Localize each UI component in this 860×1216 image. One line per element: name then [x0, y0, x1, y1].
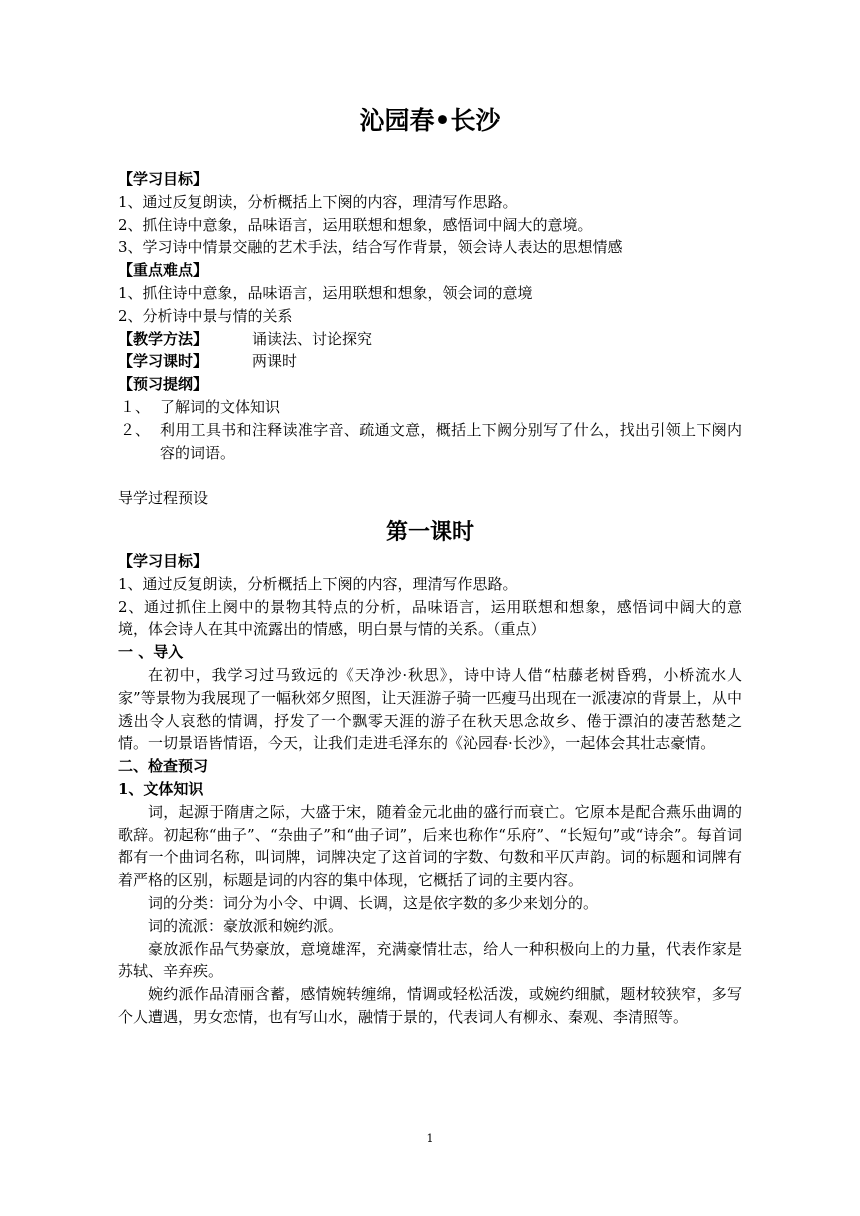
- outline-heading: 【预习提纲】: [118, 375, 209, 394]
- section-heading: 一 、导入: [118, 643, 184, 662]
- document-title: 沁园春•长沙: [359, 106, 501, 135]
- key-point-item: 2、分析诗中景与情的关系: [118, 306, 293, 325]
- lesson-goal-item: 1、通过反复朗读，分析概括上下阕的内容，理清写作思路。: [118, 574, 518, 593]
- body-paragraph: 豪放派作品气势豪放，意境雄浑，充满豪情壮志，给人一种积极向上的力量，代表作家是苏轼、辛弃疾。: [118, 939, 742, 981]
- lesson-goals-heading: 【学习目标】: [118, 551, 209, 570]
- goals-heading: 【学习目标】: [118, 170, 209, 188]
- teaching-method-label: 【教学方法】: [118, 329, 209, 348]
- key-points-heading: 【重点难点】: [118, 261, 209, 280]
- teaching-method: [118, 328, 742, 351]
- outline-item: [118, 396, 742, 419]
- study-hours: [118, 350, 742, 373]
- goal-item: 1、通过反复朗读，分析概括上下阕的内容，理清写作思路。: [118, 192, 518, 211]
- outline-item-number: ２、: [120, 420, 151, 439]
- goal-item: 2、抓住诗中意象，品味语言，运用联想和想象，感悟词中阔大的意境。: [118, 215, 593, 234]
- document-body: [118, 104, 742, 1029]
- spacer: [118, 464, 742, 487]
- body-paragraph: 词的流派：豪放派和婉约派。: [148, 916, 344, 935]
- process-title: 导学过程预设: [118, 489, 209, 508]
- outline-item: [118, 419, 742, 465]
- body-paragraph: 词的分类：词分为小令、中调、长调，这是依字数的多少来划分的。: [148, 893, 599, 912]
- body-paragraph: 婉约派作品清丽含蓄，感情婉转缠绵，情调或轻松活泼，或婉约细腻，题材较狭窄，多写个人遭遇，男女恋情，也有写山水，融情于景的，代表词人有柳永、秦观、李清照等。: [118, 985, 742, 1026]
- lesson-title: 第一课时: [385, 518, 474, 545]
- outline-item-text: 利用工具书和注释读准字音、疏通文意，概括上下阙分别写了什么，找出引领上下阕内容的词语。: [160, 420, 742, 462]
- study-hours-value: 两课时: [252, 352, 298, 371]
- goal-item: 3、学习诗中情景交融的艺术手法，结合写作背景，领会诗人表达的思想情感: [118, 238, 623, 257]
- study-hours-label: 【学习课时】: [118, 352, 209, 371]
- page-number: 1: [426, 1132, 434, 1145]
- outline-item-text: 了解词的文体知识: [160, 397, 281, 416]
- lesson-goal-item: 2、通过抓住上阕中的景物其特点的分析，品味语言，运用联想和想象，感悟词中阔大的意境，体会诗人在其中流露出的情感，明白景与情的关系。（重点）: [118, 597, 742, 639]
- section-heading: 二、检查预习: [118, 757, 209, 776]
- key-point-item: 1、抓住诗中意象，品味语言，运用联想和想象，领会词的意境: [118, 283, 533, 302]
- body-paragraph: 词，起源于隋唐之际，大盛于宋，随着金元北曲的盛行而衰亡。它原本是配合燕乐曲调的歌辞。初起称“曲子”、“杂曲子”和“曲子词”，后来也称作“乐府”、“长短句”或“诗余”。每首词都有一个曲词名称，叫词牌，词牌决定了这首词的字数、句数和平仄声韵。词的标题和词牌有着严格的区别，标题是词的内容的集中体现，它概括了词的主要内容。: [118, 802, 742, 890]
- subsection-heading: 1、文体知识: [118, 779, 204, 798]
- teaching-method-value: 诵读法、讨论探究: [252, 329, 373, 348]
- intro-paragraph: 在初中，我学习过马致远的《天净沙·秋思》，诗中诗人借“枯藤老树昏鸦，小桥流水人家”等景物为我展现了一幅秋郊夕照图，让天涯游子骑一匹瘦马出现在一派凄凉的背景上，从中透出令人哀愁的情调，抒发了一个飘零天涯的游子在秋天思念故乡、倦于漂泊的凄苦愁楚之情。一切景语皆情语，今天，让我们走进毛泽东的《沁园春·长沙》，一起体会其壮志豪情。: [118, 665, 742, 753]
- outline-item-number: １、: [120, 397, 151, 416]
